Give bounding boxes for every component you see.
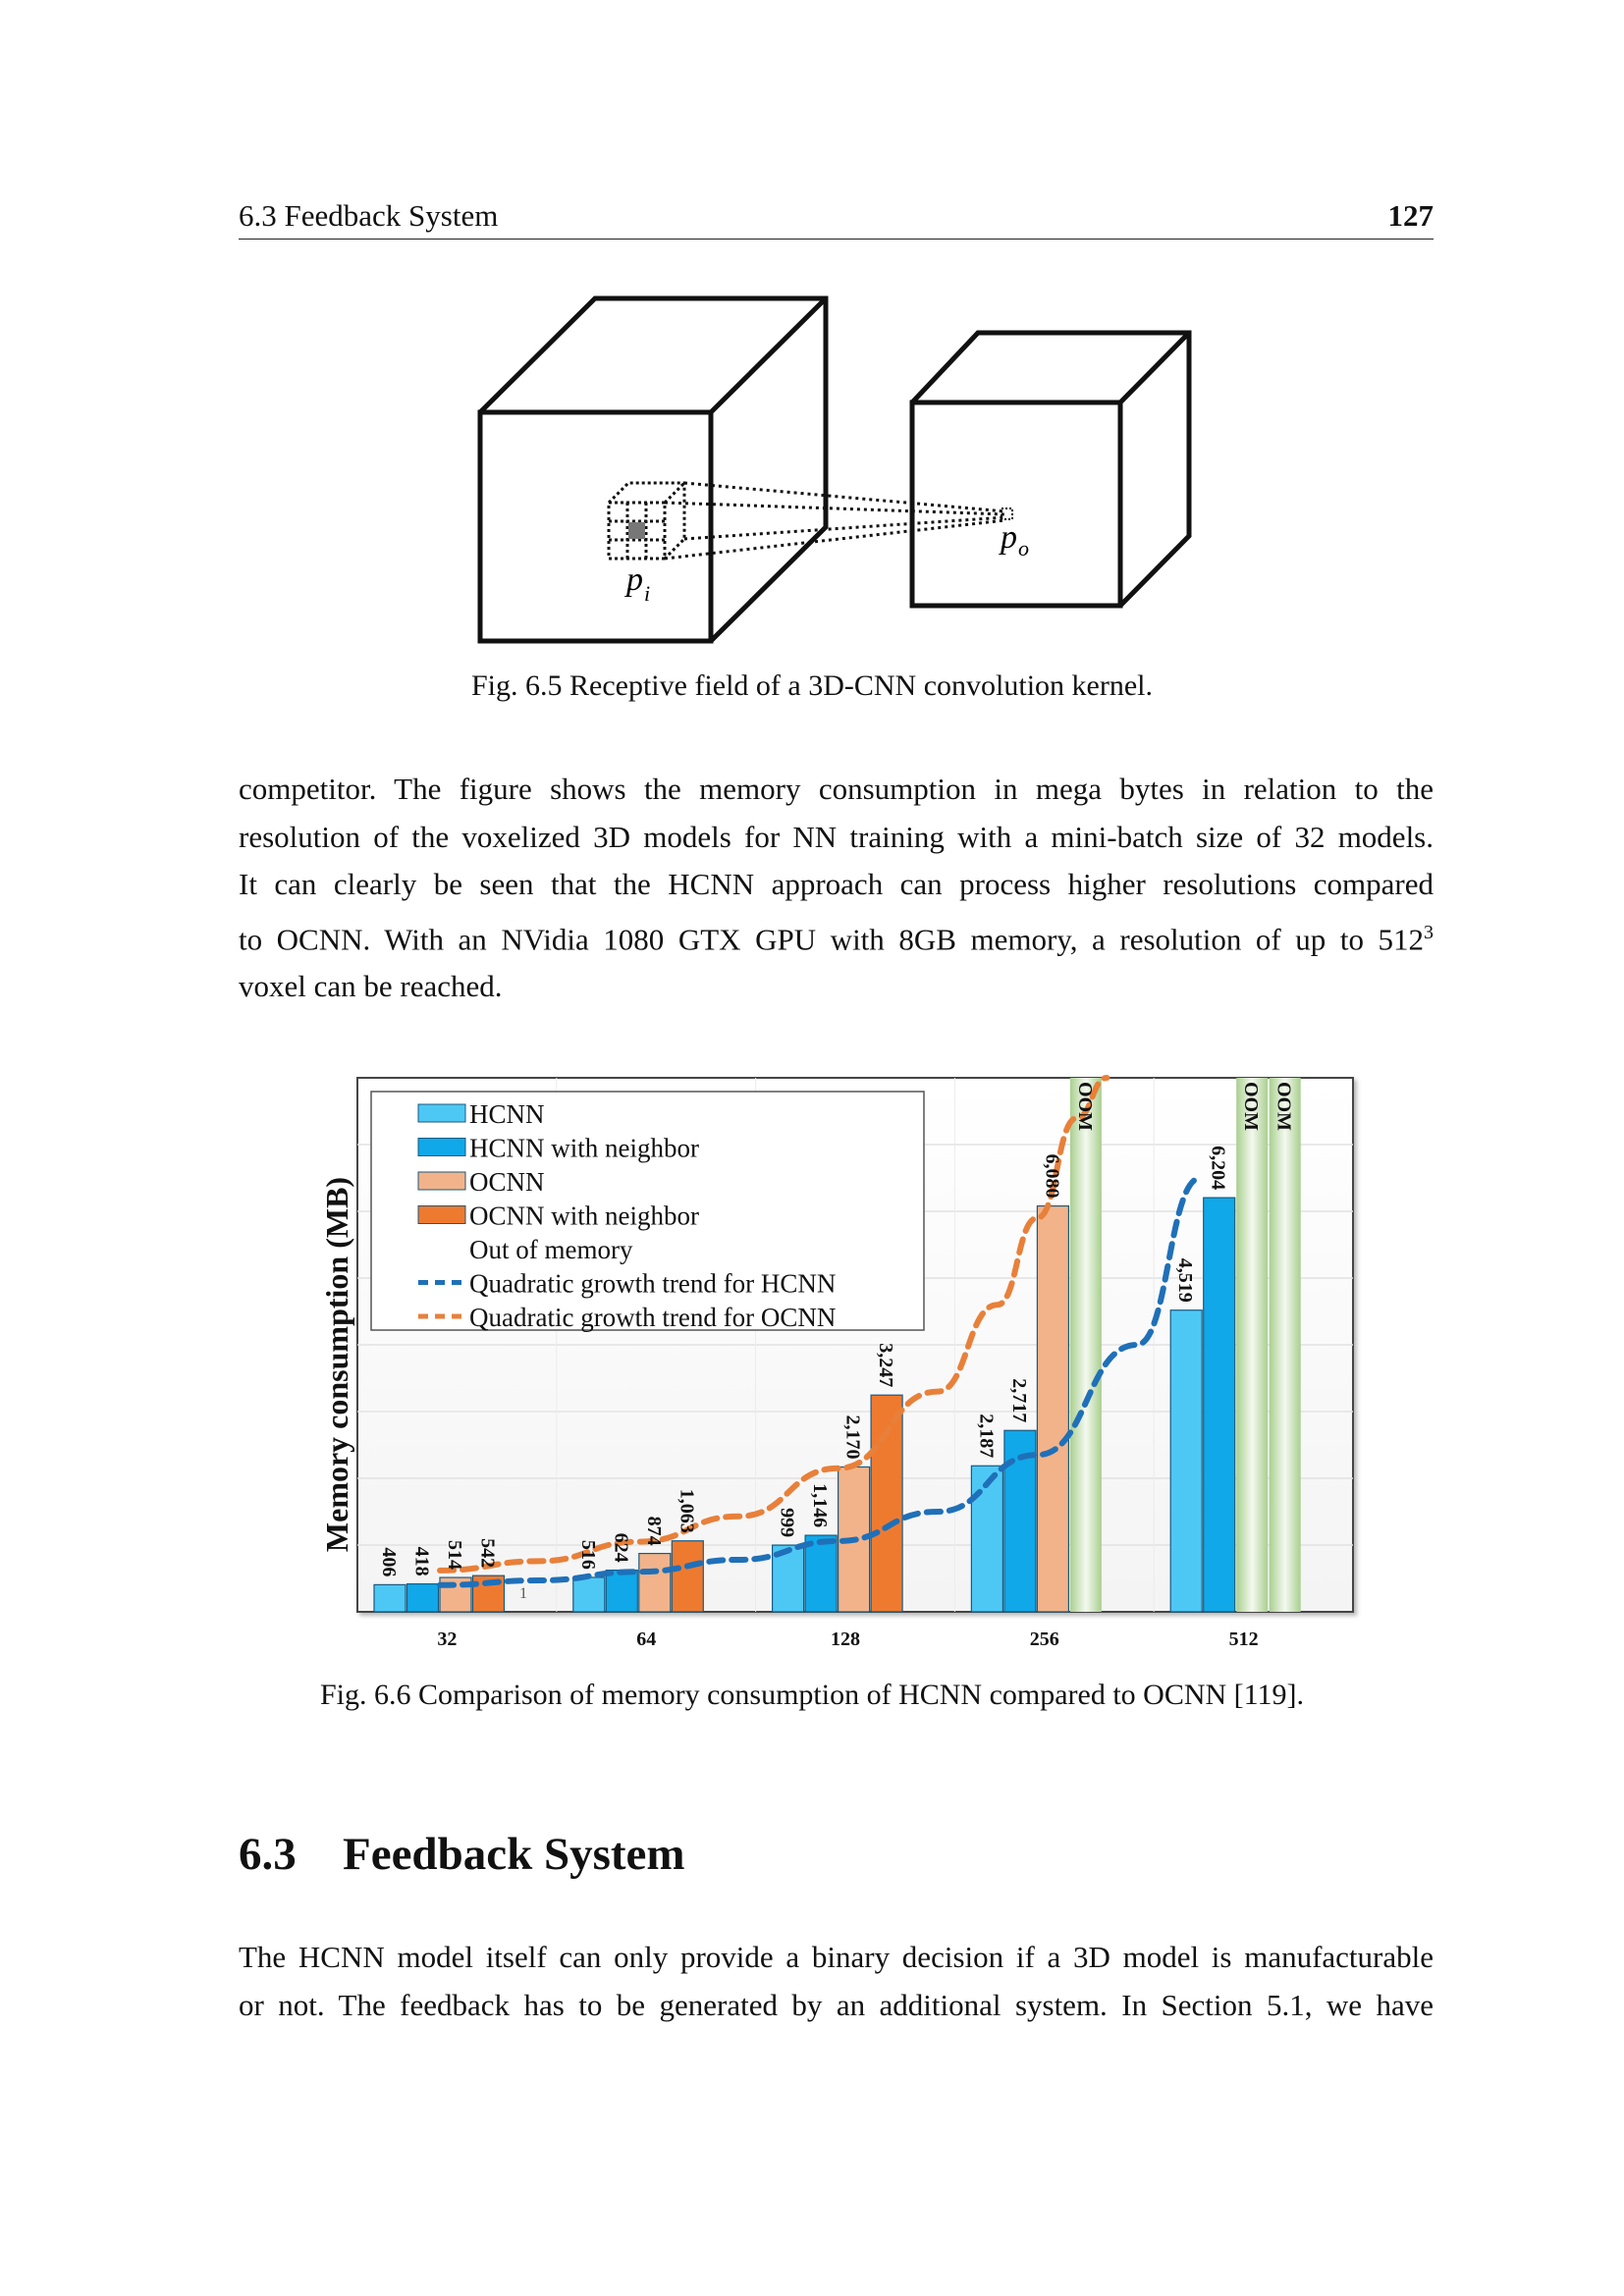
bar-value-label: 4,519: [1174, 1257, 1197, 1303]
legend-label: Quadratic growth trend for OCNN: [469, 1303, 837, 1332]
page-number: 127: [1387, 198, 1434, 233]
oom-label: OOM: [1272, 1082, 1295, 1131]
legend-label: HCNN: [469, 1099, 545, 1129]
bar-hcnn: [573, 1577, 605, 1612]
paragraph-1-line: voxel can be reached.: [239, 969, 503, 1004]
x-tick-label: 128: [831, 1629, 860, 1650]
legend-label: OCNN: [469, 1167, 545, 1197]
annotation-text: 1: [519, 1585, 527, 1602]
bar-hcnn: [1170, 1310, 1202, 1612]
bar-hcnn-with-neighbor: [407, 1584, 439, 1612]
bar-value-label: 6,080: [1041, 1153, 1063, 1199]
oom-column: [1270, 1078, 1301, 1612]
bar-value-label: 1,063: [676, 1488, 698, 1533]
legend-label: HCNN with neighbor: [469, 1133, 699, 1163]
bar-value-label: 2,170: [841, 1415, 864, 1460]
section-number: 6.3: [239, 1829, 297, 1880]
x-tick-label: 64: [636, 1629, 657, 1650]
label-p-o-sub: o: [1018, 536, 1029, 561]
paragraph-1-line: resolution of the voxelized 3D models for NN training with a mini-batch size of 32 models.: [239, 819, 1434, 854]
legend-label: OCNN with neighbor: [469, 1201, 699, 1231]
bar-ocnn-with-neighbor: [672, 1541, 703, 1612]
oom-column: [1236, 1078, 1268, 1612]
figure-6-6-caption: Fig. 6.6 Comparison of memory consumption of HCNN compared to OCNN [119].: [319, 1679, 1305, 1711]
legend-swatch: [418, 1206, 465, 1224]
bar-value-label: 6,204: [1207, 1146, 1229, 1191]
legend-swatch: [418, 1104, 465, 1122]
legend-label: Quadratic growth trend for HCNN: [469, 1268, 837, 1299]
label-p-o: p: [1001, 519, 1017, 556]
bar-hcnn-with-neighbor: [606, 1571, 637, 1612]
bar-hcnn: [374, 1584, 406, 1612]
bar-value-label: 999: [776, 1508, 798, 1538]
section-heading: [239, 1828, 685, 1881]
bar-value-label: 514: [444, 1540, 465, 1571]
x-tick-label: 512: [1228, 1629, 1259, 1650]
bar-value-label: 874: [642, 1516, 665, 1546]
running-header-section: 6.3 Feedback System: [239, 198, 499, 233]
bar-value-label: 624: [610, 1532, 632, 1563]
oom-label: OOM: [1073, 1082, 1096, 1131]
paragraph-2-line: or not. The feedback has to be generated by an additional system. In Section 5.1, we have: [239, 1987, 1434, 2022]
figure-6-5-caption: Fig. 6.5 Receptive field of a 3D-CNN convolution kernel.: [470, 669, 1153, 702]
paragraph-2-line: The HCNN model itself can only provide a binary decision if a 3D model is manufacturable: [239, 1940, 1434, 1974]
bar-value-label: 542: [476, 1538, 499, 1569]
bar-value-label: 3,247: [875, 1343, 897, 1388]
x-tick-label: 32: [437, 1629, 458, 1650]
x-tick-label: 256: [1029, 1629, 1059, 1650]
paragraph-1-line: competitor. The figure shows the memory consumption in mega bytes in relation to the: [239, 772, 1434, 806]
bar-value-label: 406: [378, 1547, 400, 1577]
bar-value-label: 516: [576, 1539, 599, 1570]
paragraph-2: [239, 1934, 1434, 2029]
label-p-i: p: [626, 561, 643, 598]
bar-hcnn-with-neighbor: [805, 1535, 837, 1612]
superscript: 3: [1424, 921, 1434, 943]
label-p-i-sub: i: [644, 581, 651, 606]
bar-value-label: 1,146: [809, 1483, 832, 1528]
oom-column: [1070, 1078, 1102, 1612]
bar-value-label: 2,187: [975, 1414, 998, 1459]
oom-label: OOM: [1240, 1082, 1263, 1131]
legend-label: Out of memory: [469, 1235, 633, 1264]
bar-value-label: 2,717: [1007, 1378, 1030, 1423]
legend-swatch: [418, 1139, 465, 1156]
y-axis-label: Memory consumption (MB): [319, 1176, 354, 1553]
section-title: Feedback System: [343, 1829, 685, 1880]
bar-ocnn: [639, 1554, 671, 1612]
bar-hcnn-with-neighbor: [1204, 1198, 1235, 1612]
paragraph-1-line: It can clearly be seen that the HCNN approach can process higher resolutions compared: [239, 867, 1434, 901]
bar-ocnn: [1037, 1206, 1068, 1612]
legend-swatch: [418, 1172, 465, 1190]
paragraph-1-line-text: to OCNN. With an NVidia 1080 GTX GPU with 8GB memory, a resolution of up to 512: [239, 921, 1424, 956]
bar-value-label: 418: [410, 1546, 433, 1576]
